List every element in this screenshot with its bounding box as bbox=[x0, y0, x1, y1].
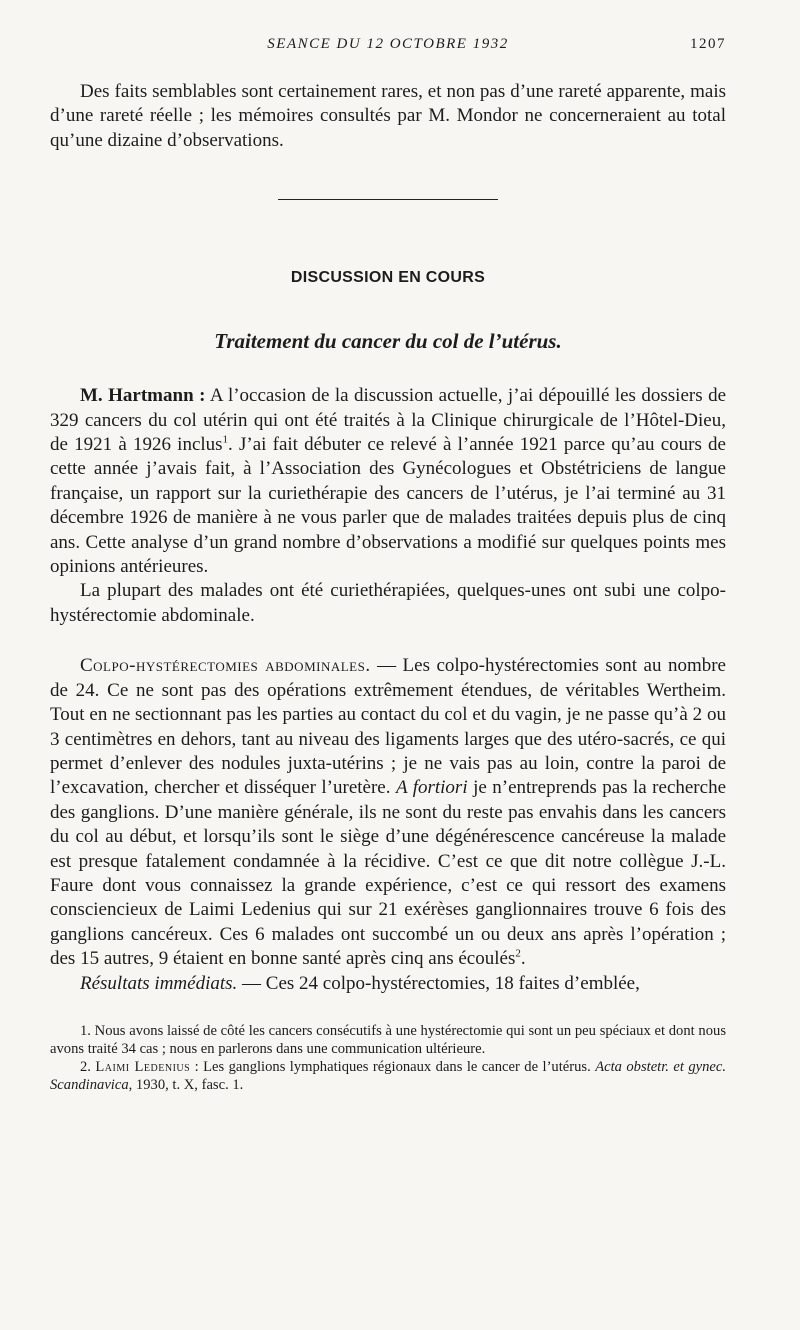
colpo-text-end: . bbox=[520, 948, 526, 970]
document-page bbox=[50, 30, 726, 1094]
footnote-2 bbox=[50, 1058, 726, 1094]
separator-rule bbox=[278, 199, 498, 200]
resultats-label: Résultats immédiats. bbox=[80, 972, 238, 994]
hartmann-text-2: . J’ai fait débuter ce relevé à l’année 1921 parce qu’au cours de cette année j’avais fait, à l’Association des Gynécologues et Obstétriciens de langue française, un rapport sur la curiethérapie des cancers de l’utérus, je l’ai terminé au 31 décembre 1926 de manière à ne vous parler que de malades traitées depuis plus de cinq ans. Cette analyse d’un grand nombre d’observations a modifié sur quelques points mes opinions antérieures. bbox=[50, 434, 726, 578]
intro-paragraph: Des faits semblables sont certainement rares, et non pas d’une rareté apparente, mais d’une rareté réelle ; les mémoires consultés par M. Mondor ne concerneraient au total qu’une dizaine d’observations. bbox=[50, 81, 726, 151]
resultats-text: — Ces 24 colpo-hystérectomies, 18 faites d’emblée, bbox=[237, 972, 640, 994]
plupart-paragraph: La plupart des malades ont été curiethérapiées, quelques-unes ont subi une colpo-hystérectomie abdominale. bbox=[50, 580, 726, 626]
page-number: 1207 bbox=[690, 36, 726, 52]
running-header bbox=[50, 30, 726, 58]
footnote-2-journal: Acta obstetr. et gynec. Scandinavica bbox=[50, 1058, 727, 1093]
footnote-1: 1. Nous avons laissé de côté les cancers consécutifs à une hystérectomie qui sont un peu spéciaux et dont nous avons traité 34 cas ; nous en parlerons dans une communication ultérieure. bbox=[50, 1022, 726, 1057]
footnote-ref-1: 1 bbox=[222, 433, 229, 446]
colpo-text-1: — Les colpo-hystérectomies sont au nombre de 24. Ce ne sont pas des opérations extrêmement étendues, de véritables Wertheim. Tout en ne sectionnant pas les parties au contact du col et du vagin, je ne passe qu’à 2 ou 3 centimètres en dehors, tant au niveau des ligaments larges que des utéro-sacrés, ce qui permet d’enlever des nodules juxta-utérins ; je ne vais pas au loin, contre la paroi de l’excavation, chercher et disséquer l’uretère. bbox=[50, 655, 726, 799]
resultats-paragraph bbox=[50, 972, 726, 996]
colpo-heading: Colpo-hystérectomies abdominales. bbox=[80, 655, 371, 677]
footnote-2-ref: , 1930, t. X, fasc. 1. bbox=[128, 1076, 244, 1093]
hartmann-text-1: A l’occasion de la discussion actuelle, j’ai dépouillé les dossiers de 329 cancers du col utérin qui ont été traités à la Clinique chirurgicale de l’Hôtel-Dieu, de 1921 à 1926 inclus bbox=[50, 385, 726, 456]
footnote-2-text: : Les ganglions lymphatiques régionaux dans le cancer de l’utérus. bbox=[190, 1058, 596, 1075]
footnote-ref-2: 2 bbox=[515, 947, 521, 960]
hartmann-paragraph bbox=[50, 384, 726, 579]
speaker-name: M. Hartmann : bbox=[80, 385, 206, 407]
running-title: SEANCE DU 12 OCTOBRE 1932 bbox=[267, 36, 509, 52]
footnotes bbox=[50, 1022, 726, 1094]
footnote-2-author: Laimi Ledenius bbox=[95, 1058, 191, 1075]
section-heading: DISCUSSION EN COURS bbox=[290, 269, 486, 287]
footnote-2-prefix: 2. bbox=[80, 1058, 96, 1075]
colpo-paragraph bbox=[50, 654, 726, 971]
a-fortiori-phrase: A fortiori bbox=[395, 777, 468, 799]
colpo-text-2: je n’entreprends pas la recherche des ganglions. D’une manière générale, ils ne sont du reste pas envahis dans les cancers du col au début, et lorsqu’ils sont le siège d’une dégénérescence cancéreuse la malade est presque fatalement condamnée à la récidive. C’est ce que dit notre collègue J.-L. Faure dont vous connaissez la grande expérience, c’est ce qui ressort des examens consciencieux de Laimi Ledenius qui sur 21 exérèses ganglionnaires trouve 6 fois des ganglions cancéreux. Ces 6 malades ont succombé un ou deux ans après l’opération ; des 15 autres, 9 étaient en bonne santé après cinq ans écoulés bbox=[50, 777, 726, 970]
subject-title: Traitement du cancer du col de l’utérus. bbox=[214, 329, 562, 354]
